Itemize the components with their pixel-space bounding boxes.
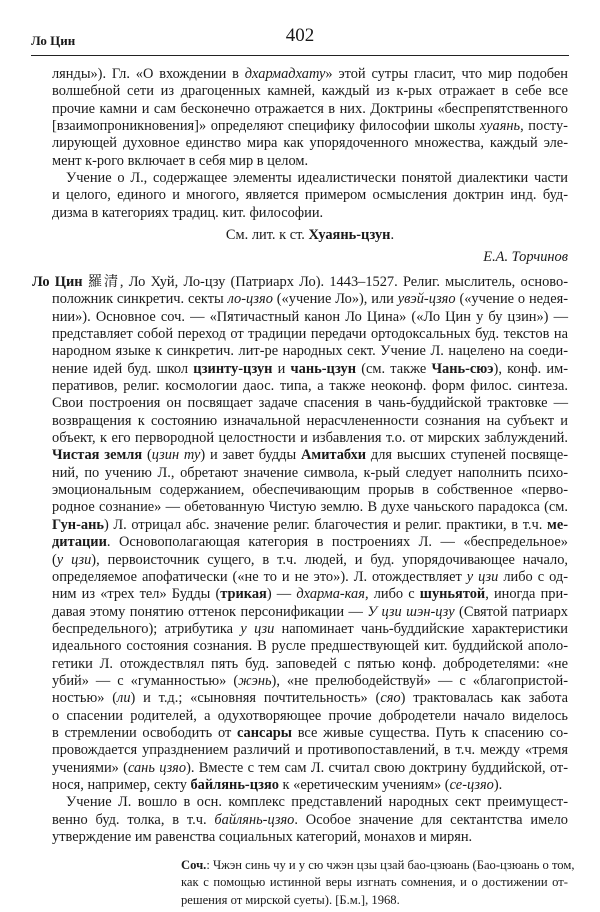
bold-term: Чань-сюэ xyxy=(431,360,494,377)
italic-term: байлянь-цзяо xyxy=(214,811,295,828)
text-run: ( xyxy=(142,447,152,464)
text-run: нение идей буд. школ xyxy=(52,360,194,377)
text-run: , иногда при- xyxy=(485,586,568,603)
text-line xyxy=(52,413,568,430)
text-line xyxy=(52,794,568,811)
text-run: возвращения к состоянию изначальной нерасчлененности сознания на субъект и xyxy=(52,412,568,429)
text-line xyxy=(52,569,568,586)
text-line xyxy=(52,205,568,222)
bold-term: байлянь-цзяо xyxy=(190,776,279,793)
bold-term: Соч. xyxy=(181,858,207,872)
text-line xyxy=(52,378,568,395)
bold-term: Гун-ань xyxy=(52,516,104,533)
text-run: в стремлении освободить от xyxy=(52,724,237,741)
text-run: положник синкретич. секты xyxy=(52,291,228,308)
text-line xyxy=(52,153,568,170)
text-run: провождается упразднением различий и противопоставлений, в т.ч. между «тремя xyxy=(52,742,568,759)
author-signature: Е.А. Торчинов xyxy=(483,249,568,266)
header-rule xyxy=(31,55,569,56)
text-run: представляет собой переход от традиции передачи ортодоксальных буд. текстов на xyxy=(52,326,568,343)
text-run: к «еретическим учениям» ( xyxy=(278,776,450,793)
text-run: утверждение им равенства социальных категорий, монахов и мирян. xyxy=(52,829,473,845)
text-run: . Основополагающая категория в построениях Л. — «беспредельное» xyxy=(106,534,568,551)
text-run: » этой сутры гласит, что мир подобен xyxy=(325,66,569,82)
text-line xyxy=(52,534,568,551)
text-run: Свои построения он посвящает задаче спасения в чань-буддийской трактовке — xyxy=(52,395,568,412)
text-run: народном языке к синкретич. лит-ре народных сект. Учение Л. нацелено на соеди- xyxy=(52,343,568,360)
page-number: 402 xyxy=(285,25,315,46)
text-run: перативов, религ. космологии даос. типа, а также неоконф. форм филос. синтеза. xyxy=(52,378,568,395)
text-line xyxy=(52,118,568,135)
text-run: гетики Л. отождествлял пять буд. заповедей с пятью конф. добродетелями: «не xyxy=(52,655,568,672)
text-run: ) и завет будды xyxy=(200,447,301,464)
text-run: объект, к его первородной целостности и избавления т.о. от мирских заблуждений. xyxy=(52,430,568,447)
text-line xyxy=(52,690,568,707)
running-head-term: Ло Цин xyxy=(31,33,76,48)
text-run: нося, например, секту xyxy=(52,776,191,793)
text-run: эмоциональным содержанием, обеспечивающим прорыв в собственное «перво- xyxy=(52,482,568,499)
text-run: все живые существа. Путь к спасению со- xyxy=(292,724,568,741)
text-line xyxy=(52,742,568,759)
text-line xyxy=(52,708,568,725)
text-line xyxy=(52,66,568,83)
article-hua-yan-ending xyxy=(52,66,568,267)
bold-term: Ло Цин xyxy=(32,274,83,290)
italic-term: у цзи xyxy=(56,551,92,568)
text-run: : Чжэн синь чу и у сю чжэн цзы цзай бао-цзюань (Бао-цзюань о том, xyxy=(206,858,575,872)
text-run: лянды»). Гл. «О вхождении в xyxy=(52,66,245,82)
text-line xyxy=(181,874,568,891)
text-run: ), первоисточник сущего, в т.ч. людей, и буд. упорядочивающее начало, xyxy=(91,551,568,568)
text-run: Учение Л. вошло в осн. комплекс представлений народных сект преимущест- xyxy=(66,794,568,811)
text-run: учениями» ( xyxy=(52,759,128,776)
text-run: и xyxy=(272,360,291,377)
text-run: убий» — с «гуманностью» ( xyxy=(52,672,239,689)
bold-term: трикая xyxy=(220,586,267,603)
bold-term: шуньятой xyxy=(419,586,486,603)
text-run: венно буд. толка, в т.ч. xyxy=(52,811,215,828)
text-run: ( xyxy=(52,551,57,568)
see-also-suffix: . xyxy=(390,227,395,244)
text-line xyxy=(52,291,568,308)
italic-term: сань цзяо xyxy=(127,759,187,776)
text-run: нии»). Основное соч. — «Пятичастный канон Ло Цина» («Ло Цин у бу цзин») — xyxy=(52,308,568,325)
text-run: как с помощью истинной веры изгнать сомнения, и о достижении от- xyxy=(181,875,568,890)
text-line xyxy=(52,465,568,482)
text-run: ), конф. им- xyxy=(493,360,568,377)
text-run: 羅清, Ло Хуй, Ло-цзу (Патриарх Ло). 1443–1527. Религ. мыслитель, осново- xyxy=(82,274,568,290)
bold-term: дитации xyxy=(52,534,107,551)
text-run: дизма в категориях традиц. кит. философии. xyxy=(52,204,324,221)
text-line xyxy=(181,892,568,909)
text-run: родное сознание» — обетованную Чистую землю. В духе чаньского парадокса (см. xyxy=(52,499,568,516)
text-line xyxy=(52,673,568,690)
text-run: решения от мирской суеты). [Б.м.], 1968. xyxy=(181,892,400,907)
text-run: , либо с xyxy=(364,586,420,603)
italic-term: ли xyxy=(117,690,131,707)
text-run: ний, по учению Л., обретают значение символа, к-рый следует наполнить психо- xyxy=(52,464,568,481)
text-run: идеального состояния сознания. В русле предшествующей кит. буддийской аполо- xyxy=(52,638,568,655)
text-run: беспредельного); атрибутика xyxy=(52,620,241,637)
bold-term: сансары xyxy=(236,724,293,741)
bold-term: Амитабхи xyxy=(301,447,367,464)
see-also-link: Хуаянь-цзун xyxy=(308,227,391,244)
text-line xyxy=(52,499,568,516)
italic-term: увэй-цзяо xyxy=(397,291,456,308)
text-run: (см. также xyxy=(356,360,432,377)
text-run: прочие камни и сам бесконечно отражается в них. Доктрины «беспрепятственного xyxy=(52,100,568,117)
italic-term: У цзи шэн-цзу xyxy=(367,603,455,620)
text-run: для высших ступеней посвяще- xyxy=(366,447,569,464)
italic-term: у цзи xyxy=(466,568,499,585)
text-line xyxy=(52,725,568,742)
text-run: и целого, единого и многого, является примером осмысления доктрин инд. буд- xyxy=(52,187,568,204)
text-line xyxy=(52,83,568,100)
text-run: лирующей духовное единство мира как упорядоченного множества, каждый эле- xyxy=(52,135,568,152)
text-line xyxy=(52,604,568,621)
italic-term: жэнь xyxy=(238,672,272,689)
bold-term: ме- xyxy=(547,516,568,533)
bold-term: чань-цзун xyxy=(290,360,356,377)
text-run: ним из «трех тел» Будды ( xyxy=(52,586,221,603)
text-line xyxy=(52,326,568,343)
see-also-prefix: См. лит. к ст. xyxy=(225,227,309,244)
text-run: , посту- xyxy=(520,118,568,135)
text-line xyxy=(52,309,568,326)
text-run: (Святой патриарх xyxy=(454,603,568,620)
text-line xyxy=(52,361,568,378)
text-line xyxy=(52,760,568,777)
text-run: («учение о недея- xyxy=(455,291,568,308)
text-line xyxy=(52,656,568,673)
text-line xyxy=(52,135,568,152)
text-line xyxy=(32,274,568,291)
works-bibliography xyxy=(181,857,575,909)
text-line xyxy=(181,857,575,874)
italic-term: у цзи xyxy=(240,620,275,637)
italic-term: сяо xyxy=(380,690,401,707)
italic-term: се-цзяо xyxy=(449,776,494,793)
text-run: ). xyxy=(493,776,503,793)
text-run: либо с од- xyxy=(498,568,568,585)
italic-term: хуаянь xyxy=(479,118,521,135)
text-run: ностью» ( xyxy=(52,690,118,707)
text-line xyxy=(52,552,568,569)
bold-term: цзинту-цзун xyxy=(193,360,273,377)
text-run: о спасении родителей, а одухотворяющее прочие добродетели начало виделось xyxy=(52,707,568,724)
text-line xyxy=(52,170,568,187)
text-run: напоминает чань-буддийские характеристики xyxy=(274,620,568,637)
text-run: давая этому понятию оттенок персонификации — xyxy=(52,603,368,620)
text-run: . Особое значение для сектантства имело xyxy=(294,811,568,828)
text-line xyxy=(52,430,568,447)
italic-term: дхармадхату xyxy=(244,66,326,82)
italic-term: ло-цзяо xyxy=(227,291,273,308)
article2-body xyxy=(32,274,569,846)
text-run: ) трактовалась как забота xyxy=(400,690,568,707)
text-line xyxy=(52,586,568,603)
text-line xyxy=(52,447,568,464)
text-run: ), «не прелюбодействуй» — с «благопристой- xyxy=(271,672,568,689)
text-line xyxy=(52,517,568,534)
text-run: волшебной сети из драгоценных камней, каждый из к-рых отражает в себе все xyxy=(52,83,568,100)
text-run: ) — xyxy=(266,586,297,603)
article-lo-qin xyxy=(32,274,569,846)
text-run: ). Вместе с тем сам Л. считал свою доктрину буддийской, от- xyxy=(186,759,568,776)
text-line xyxy=(52,777,568,794)
see-also xyxy=(52,227,568,244)
text-run: мент к-рого включает в себя мир в целом. xyxy=(52,152,309,169)
text-run: Учение о Л., содержащее элементы идеалистически понятой диалектики части xyxy=(66,170,568,187)
text-line xyxy=(52,343,568,360)
text-line xyxy=(52,829,568,846)
italic-term: дхарма-кая xyxy=(296,586,365,603)
bold-term: Чистая земля xyxy=(52,447,143,464)
text-run: ) Л. отрицал абс. значение религ. благочестия и религ. практики, в т.ч. xyxy=(103,516,548,533)
text-line xyxy=(52,187,568,204)
text-line xyxy=(52,482,568,499)
text-line xyxy=(52,638,568,655)
article1-body xyxy=(52,66,568,222)
text-run: («учение Ло»), или xyxy=(272,291,398,308)
text-run: ) и т.д.; «сыновняя почтительность» ( xyxy=(130,690,381,707)
text-line xyxy=(52,101,568,118)
text-line xyxy=(52,395,568,412)
text-line xyxy=(52,812,568,829)
text-run: [взаимопроникновения]» определяют специфику философии школы xyxy=(52,118,480,135)
italic-term: цзин ту xyxy=(151,447,201,464)
text-line xyxy=(52,621,568,638)
text-run: определяемое апофатически («не то и не это»). Л. отождествляет xyxy=(52,568,467,585)
